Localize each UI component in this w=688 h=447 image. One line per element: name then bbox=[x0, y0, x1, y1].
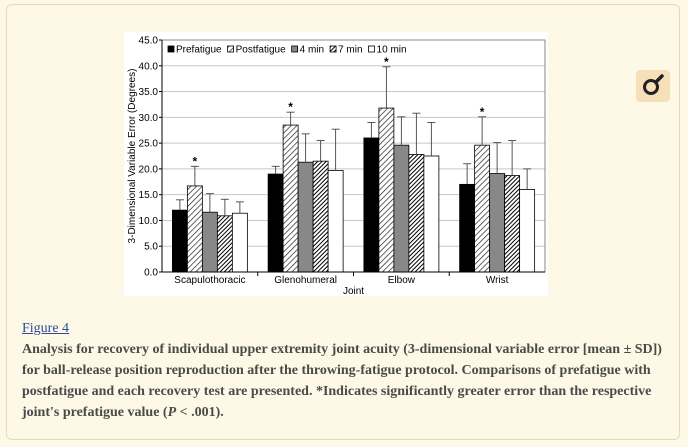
bar bbox=[364, 138, 379, 272]
bar bbox=[232, 213, 247, 272]
legend-swatch bbox=[292, 46, 298, 52]
figure-caption bbox=[22, 318, 662, 423]
caption-p-value: P bbox=[167, 405, 177, 420]
bar bbox=[490, 174, 505, 272]
bar bbox=[172, 210, 187, 272]
y-tick-label: 15.0 bbox=[138, 190, 158, 202]
legend-label: 7 min bbox=[338, 44, 363, 56]
significance-marker: * bbox=[288, 100, 293, 115]
bar bbox=[394, 145, 409, 272]
y-tick-label: 40.0 bbox=[138, 61, 158, 73]
bar bbox=[379, 108, 394, 272]
legend-swatch bbox=[168, 46, 174, 52]
bar bbox=[187, 186, 202, 272]
bar bbox=[298, 162, 313, 272]
legend-label: 4 min bbox=[299, 44, 325, 56]
bar bbox=[460, 184, 475, 272]
significance-marker: * bbox=[384, 54, 389, 69]
bar bbox=[520, 190, 535, 272]
x-tick-label: Wrist bbox=[485, 275, 509, 286]
x-axis-label: Joint bbox=[342, 286, 365, 296]
x-tick-label: Glenohumeral bbox=[274, 275, 338, 286]
x-tick-label: Elbow bbox=[387, 275, 415, 286]
caption-text bbox=[22, 342, 662, 420]
y-axis-label: 3-Dimensional Variable Error (Degrees) bbox=[127, 68, 138, 244]
zoom-button[interactable] bbox=[636, 70, 670, 102]
significance-marker: * bbox=[479, 104, 485, 119]
bar bbox=[409, 154, 424, 272]
figure-panel bbox=[124, 32, 548, 296]
bar bbox=[217, 216, 232, 272]
legend-swatch bbox=[228, 46, 234, 52]
y-tick-label: 35.0 bbox=[138, 87, 158, 99]
y-tick-label: 10.0 bbox=[138, 215, 158, 227]
bar bbox=[505, 176, 520, 272]
magnifier-icon bbox=[636, 70, 670, 102]
x-tick-label: Scapulothoracic bbox=[174, 275, 246, 286]
y-tick-label: 5.0 bbox=[144, 241, 158, 253]
legend-swatch bbox=[369, 46, 375, 52]
y-tick-label: 45.0 bbox=[138, 35, 158, 47]
figure-link[interactable]: Figure 4 bbox=[22, 321, 70, 336]
y-tick-label: 25.0 bbox=[138, 138, 158, 150]
legend-label: Postfatigue bbox=[235, 44, 286, 56]
bar bbox=[475, 145, 490, 272]
caption-part-1: Analysis for recovery of individual upper extremity joint acuity (3-dimensional variable error [mean ± SD]) for ball-release position reproduction after the throwing-fatigue protocol. Comparisons of prefatigue with postfatigue and each recovery test are presented. *Indicates significantly greater error than the respective joint's prefatigue value ( bbox=[22, 342, 662, 420]
y-tick-label: 30.0 bbox=[138, 112, 158, 124]
bar bbox=[313, 161, 328, 272]
legend-label: Prefatigue bbox=[176, 44, 222, 56]
legend-label: 10 min bbox=[376, 44, 407, 56]
bar-chart bbox=[124, 32, 548, 296]
legend-swatch bbox=[330, 46, 336, 52]
caption-part-2: < .001). bbox=[176, 405, 224, 420]
significance-marker: * bbox=[192, 154, 198, 169]
bar bbox=[202, 212, 217, 272]
y-tick-label: 20.0 bbox=[138, 164, 158, 176]
bar bbox=[424, 156, 439, 272]
bar bbox=[268, 174, 283, 272]
bar bbox=[283, 125, 298, 272]
y-tick-label: 0.0 bbox=[144, 267, 158, 279]
bar bbox=[328, 170, 343, 272]
